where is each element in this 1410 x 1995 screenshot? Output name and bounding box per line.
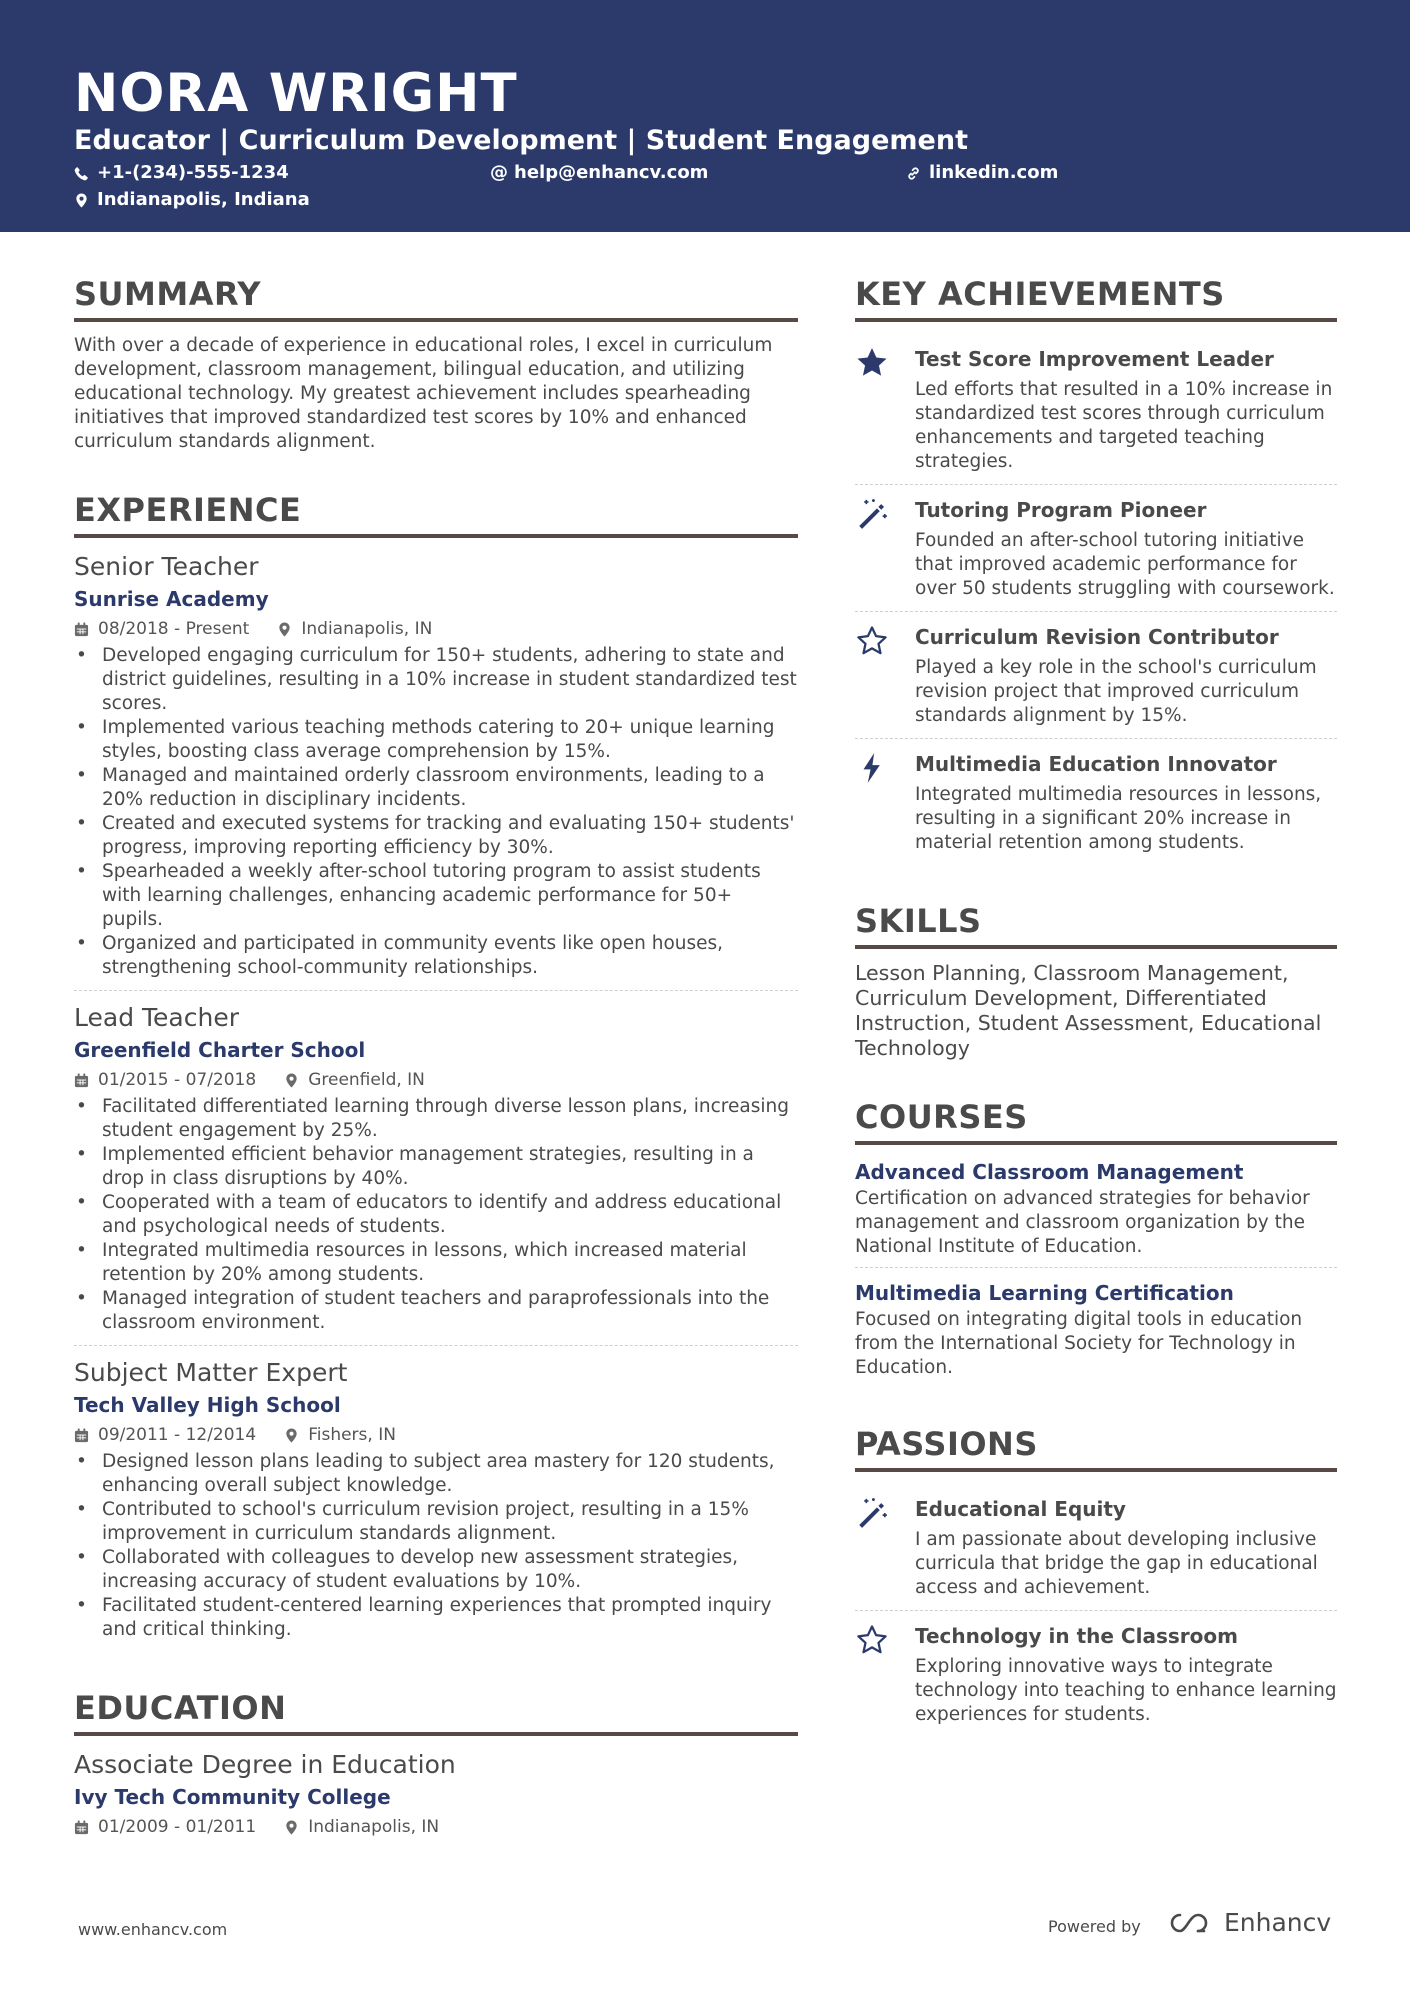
calendar-icon <box>74 1820 89 1835</box>
location-text: Indianapolis, Indiana <box>97 189 310 210</box>
bullet-item: • Facilitated student-centered learning experiences that prompted inquiry and critical thinking. <box>74 1594 798 1642</box>
right-column <box>855 272 1337 1771</box>
job-role: Senior Teacher <box>74 552 259 581</box>
footer-powered-by: Powered by <box>1048 1917 1141 1936</box>
job-company: Tech Valley High School <box>74 1393 341 1417</box>
job-meta <box>74 1067 798 1093</box>
location-pin-icon <box>284 1820 299 1835</box>
enhancv-logo-icon <box>1168 1909 1216 1937</box>
education-dates: 01/2009 - 01/2011 <box>98 1817 257 1837</box>
achievement-title: Test Score Improvement Leader <box>915 347 1274 371</box>
calendar-icon <box>74 1073 89 1088</box>
bullet-item: • Managed and maintained orderly classroom environments, leading to a 20% reduction in disciplinary incidents. <box>74 764 798 812</box>
section-heading: EDUCATION <box>74 1686 798 1736</box>
job-role: Subject Matter Expert <box>74 1358 348 1387</box>
enhancv-logo[interactable] <box>1168 1908 1331 1937</box>
bullet-item: • Implemented various teaching methods catering to 20+ unique learning styles, boosting class average comprehension by 15%. <box>74 716 798 764</box>
contact-phone <box>74 161 289 185</box>
section-heading: SUMMARY <box>74 272 798 322</box>
passion-title: Educational Equity <box>915 1497 1126 1521</box>
job-dates: 01/2015 - 07/2018 <box>98 1070 257 1090</box>
summary-text: With over a decade of experience in educational roles, I excel in curriculum development, classroom management, bilingual education, and utilizing educational technology. My greatest achievement includes spearheading initiatives that improved standardized test scores by 10% and enhanced curriculum standards alignment. <box>74 335 773 452</box>
skills-section <box>855 899 1337 1061</box>
calendar-icon <box>74 622 89 637</box>
location-pin-icon <box>277 622 292 637</box>
contact-email[interactable] <box>490 161 708 185</box>
passion-desc: Exploring innovative ways to integrate technology into teaching to enhance learning experiences for students. <box>915 1656 1337 1725</box>
section-heading: COURSES <box>855 1095 1337 1145</box>
education-degree: Associate Degree in Education <box>74 1750 456 1779</box>
section-heading: EXPERIENCE <box>74 488 798 538</box>
at-icon: @ <box>490 162 508 183</box>
phone-text: +1-(234)-555-1234 <box>97 162 289 183</box>
section-heading: SKILLS <box>855 899 1337 949</box>
bullet-item: • Implemented efficient behavior management strategies, resulting in a drop in class disruptions by 40%. <box>74 1143 798 1191</box>
magic-wand-icon <box>855 497 889 531</box>
course-item <box>855 1157 1337 1268</box>
passion-desc: I am passionate about developing inclusive curricula that bridge the gap in educational access and achievement. <box>915 1529 1318 1598</box>
footer-site-link[interactable]: www.enhancv.com <box>78 1920 228 1939</box>
candidate-name: NORA WRIGHT <box>74 63 518 124</box>
job-location: Indianapolis, IN <box>301 619 433 639</box>
education-school: Ivy Tech Community College <box>74 1785 391 1809</box>
job-bullets <box>74 1450 798 1642</box>
bullet-item: • Facilitated differentiated learning through diverse lesson plans, increasing student engagement by 25%. <box>74 1095 798 1143</box>
skills-text: Lesson Planning, Classroom Management, Curriculum Development, Differentiated Instruction, Student Assessment, Educational Technology <box>855 961 1322 1060</box>
job-dates: 09/2011 - 12/2014 <box>98 1425 257 1445</box>
achievement-item <box>855 485 1337 612</box>
email-text[interactable]: help@enhancv.com <box>514 162 709 183</box>
passions-section <box>855 1422 1337 1737</box>
bullet-item: • Collaborated with colleagues to develop new assessment strategies, increasing accuracy of student evaluations by 10%. <box>74 1546 798 1594</box>
enhancv-brand-text: Enhancv <box>1224 1908 1332 1937</box>
job-meta <box>74 1422 798 1448</box>
left-column <box>74 272 798 1874</box>
location-pin-icon <box>284 1428 299 1443</box>
education-location: Indianapolis, IN <box>308 1817 440 1837</box>
star-outline-icon <box>855 1623 889 1657</box>
summary-section <box>74 272 798 454</box>
contact-location <box>74 188 310 212</box>
phone-icon <box>74 166 89 181</box>
achievement-desc: Led efforts that resulted in a 10% increase in standardized test scores through curriculum enhancements and targeted teaching strategies. <box>915 379 1333 472</box>
achievement-title: Curriculum Revision Contributor <box>915 625 1279 649</box>
link-icon <box>906 166 921 181</box>
passion-item <box>855 1611 1337 1737</box>
calendar-icon <box>74 1428 89 1443</box>
experience-section <box>74 488 798 1652</box>
bullet-item: • Integrated multimedia resources in lessons, which increased material retention by 20% among students. <box>74 1239 798 1287</box>
linkedin-text[interactable]: linkedin.com <box>929 162 1059 183</box>
passion-item <box>855 1484 1337 1611</box>
lightning-icon <box>855 751 889 785</box>
achievement-desc: Integrated multimedia resources in lessons, resulting in a significant 20% increase in material retention among students. <box>915 784 1322 853</box>
achievements-section <box>855 272 1337 865</box>
education-section <box>74 1686 798 1840</box>
passion-title: Technology in the Classroom <box>915 1624 1238 1648</box>
bullet-item: • Cooperated with a team of educators to identify and address educational and psychological needs of students. <box>74 1191 798 1239</box>
job-meta <box>74 616 798 642</box>
resume-header <box>0 0 1410 232</box>
bullet-item: • Managed integration of student teachers and paraprofessionals into the classroom environment. <box>74 1287 798 1335</box>
star-filled-icon <box>855 346 889 380</box>
job-company: Sunrise Academy <box>74 587 269 611</box>
job-location: Fishers, IN <box>308 1425 396 1445</box>
magic-wand-icon <box>855 1496 889 1530</box>
achievement-title: Tutoring Program Pioneer <box>915 498 1207 522</box>
job-location: Greenfield, IN <box>308 1070 425 1090</box>
achievement-item <box>855 739 1337 865</box>
job-role: Lead Teacher <box>74 1003 239 1032</box>
bullet-item: • Spearheaded a weekly after-school tutoring program to assist students with learning challenges, enhancing academic performance for 50+ pupils. <box>74 860 798 932</box>
job-entry <box>74 550 798 991</box>
achievement-item <box>855 334 1337 485</box>
course-desc: Focused on integrating digital tools in education from the International Society for Technology in Education. <box>855 1309 1303 1378</box>
location-pin-icon <box>74 193 89 208</box>
job-dates: 08/2018 - Present <box>98 619 250 639</box>
job-company: Greenfield Charter School <box>74 1038 366 1062</box>
section-heading: PASSIONS <box>855 1422 1337 1472</box>
bullet-item: • Designed lesson plans leading to subject area mastery for 120 students, enhancing overall subject knowledge. <box>74 1450 798 1498</box>
achievement-desc: Played a key role in the school's curriculum revision project that improved curriculum standards alignment by 15%. <box>915 657 1317 726</box>
job-entry <box>74 1356 798 1652</box>
achievement-title: Multimedia Education Innovator <box>915 752 1277 776</box>
course-desc: Certification on advanced strategies for behavior management and classroom organization by the National Institute of Education. <box>855 1188 1310 1257</box>
bullet-item: • Organized and participated in community events like open houses, strengthening school-community relationships. <box>74 932 798 980</box>
bullet-item: • Created and executed systems for tracking and evaluating 150+ students' progress, improving reporting efficiency by 30%. <box>74 812 798 860</box>
location-pin-icon <box>284 1073 299 1088</box>
contact-linkedin[interactable] <box>906 161 1058 185</box>
education-meta <box>74 1814 798 1840</box>
bullet-item: • Contributed to school's curriculum revision project, resulting in a 15% improvement in curriculum standards alignment. <box>74 1498 798 1546</box>
job-bullets <box>74 1095 798 1335</box>
star-outline-icon <box>855 624 889 658</box>
course-item <box>855 1278 1337 1388</box>
section-heading: KEY ACHIEVEMENTS <box>855 272 1337 322</box>
bullet-item: • Developed engaging curriculum for 150+ students, adhering to state and district guidelines, resulting in a 10% increase in student standardized test scores. <box>74 644 798 716</box>
achievement-item <box>855 612 1337 739</box>
courses-section <box>855 1095 1337 1388</box>
course-title: Advanced Classroom Management <box>855 1160 1244 1184</box>
job-bullets <box>74 644 798 980</box>
job-entry <box>74 1001 798 1346</box>
course-title: Multimedia Learning Certification <box>855 1281 1234 1305</box>
candidate-title: Educator | Curriculum Development | Student Engagement <box>74 125 968 156</box>
achievement-desc: Founded an after-school tutoring initiative that improved academic performance for over 50 students struggling with coursework. <box>915 530 1335 599</box>
